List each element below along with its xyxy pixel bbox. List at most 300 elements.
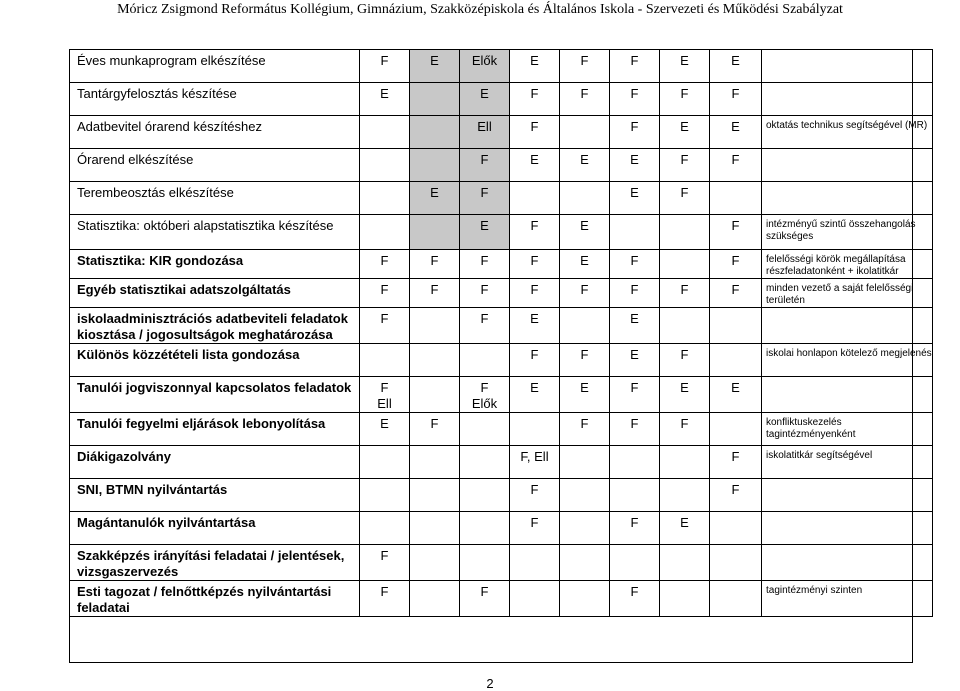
role-cell	[510, 182, 560, 215]
role-value: F	[580, 416, 589, 431]
task-cell: Magántanulók nyilvántartása	[70, 512, 360, 545]
role-value: F	[630, 86, 639, 101]
role-value	[560, 545, 609, 548]
role-value: F	[480, 152, 489, 167]
role-cell	[510, 215, 560, 250]
role-value: F	[580, 347, 589, 362]
note-cell	[762, 479, 933, 512]
note-cell	[762, 83, 933, 116]
role-cell	[610, 116, 660, 149]
role-value	[510, 545, 559, 548]
table-row	[70, 149, 933, 182]
role-cell	[610, 250, 660, 279]
role-cell	[510, 581, 560, 617]
role-cell	[410, 50, 460, 83]
role-value	[510, 581, 559, 584]
role-cell	[410, 215, 460, 250]
role-value	[560, 308, 609, 311]
role-cell	[460, 581, 510, 617]
role-value: F	[680, 86, 689, 101]
task-cell: SNI, BTMN nyilvántartás	[70, 479, 360, 512]
role-cell	[660, 512, 710, 545]
table-row	[70, 479, 933, 512]
role-cell	[460, 479, 510, 512]
task-cell: Terembeosztás elkészítése	[70, 182, 360, 215]
table-row	[70, 182, 933, 215]
role-cell	[610, 581, 660, 617]
role-value	[610, 545, 659, 548]
role-value	[410, 308, 459, 311]
role-cell	[510, 512, 560, 545]
role-cell	[510, 545, 560, 581]
role-cell	[360, 50, 410, 83]
role-cell	[510, 50, 560, 83]
role-value	[410, 215, 459, 218]
role-cell	[560, 116, 610, 149]
role-value	[660, 545, 709, 548]
table-row	[70, 215, 933, 250]
role-value	[460, 344, 509, 347]
role-cell	[610, 479, 660, 512]
note-cell	[762, 377, 933, 413]
note-cell: iskolai honlapon kötelező megjelenés	[762, 344, 933, 377]
role-cell	[610, 182, 660, 215]
role-value: F	[530, 482, 539, 497]
role-value	[460, 479, 509, 482]
role-value: F	[680, 185, 689, 200]
role-cell	[510, 446, 560, 479]
role-cell	[560, 446, 610, 479]
role-cell	[410, 479, 460, 512]
task-cell: Esti tagozat / felnőttképzés nyilvántartási feladatai	[70, 581, 360, 617]
note-cell: intézményű szintű összehangolás szükséges	[762, 215, 933, 250]
role-cell	[460, 116, 510, 149]
task-cell: iskolaadminisztrációs adatbeviteli feladatok kiosztása / jogosultságok meghatározása	[70, 308, 360, 344]
role-value	[410, 116, 459, 119]
role-cell	[710, 308, 762, 344]
role-cell	[660, 581, 710, 617]
role-cell	[410, 344, 460, 377]
role-value: F Elők	[471, 380, 498, 411]
role-cell	[710, 215, 762, 250]
role-value	[410, 344, 459, 347]
role-cell	[460, 215, 510, 250]
role-cell	[660, 344, 710, 377]
role-cell	[410, 446, 460, 479]
role-cell	[560, 581, 610, 617]
role-value: F	[630, 416, 639, 431]
role-cell	[460, 344, 510, 377]
role-value: E	[480, 218, 489, 233]
role-cell	[710, 182, 762, 215]
role-cell	[360, 512, 410, 545]
role-value	[660, 308, 709, 311]
role-cell	[410, 545, 460, 581]
role-cell	[460, 182, 510, 215]
table-row	[70, 581, 933, 617]
role-cell	[710, 344, 762, 377]
table-row	[70, 83, 933, 116]
role-value	[610, 446, 659, 449]
role-cell	[610, 50, 660, 83]
role-cell	[710, 545, 762, 581]
role-cell	[510, 479, 560, 512]
role-value: F	[530, 515, 539, 530]
task-cell: Statisztika: októberi alapstatisztika készítése	[70, 215, 360, 250]
role-cell	[360, 250, 410, 279]
role-cell	[360, 279, 410, 308]
role-value: E	[530, 380, 539, 395]
role-value	[410, 377, 459, 380]
role-cell	[510, 308, 560, 344]
role-value	[360, 446, 409, 449]
role-cell	[410, 149, 460, 182]
role-value	[560, 182, 609, 185]
role-cell	[460, 545, 510, 581]
role-value: F	[630, 515, 639, 530]
role-cell	[560, 545, 610, 581]
role-value: F	[731, 86, 740, 101]
role-value	[410, 446, 459, 449]
role-value: F	[430, 253, 439, 268]
role-value	[360, 149, 409, 152]
role-value	[560, 512, 609, 515]
role-value: F	[580, 86, 589, 101]
role-cell	[360, 581, 410, 617]
role-value	[710, 413, 761, 416]
role-cell	[360, 116, 410, 149]
role-value: F	[380, 584, 389, 599]
role-value: E	[380, 416, 389, 431]
note-cell: konfliktuskezelés tagintézményenként	[762, 413, 933, 446]
role-cell	[510, 250, 560, 279]
role-cell	[360, 83, 410, 116]
role-cell	[660, 83, 710, 116]
role-value	[410, 512, 459, 515]
role-cell	[460, 446, 510, 479]
role-cell	[710, 581, 762, 617]
role-value: F	[380, 311, 389, 326]
task-cell: Éves munkaprogram elkészítése	[70, 50, 360, 83]
role-value	[560, 479, 609, 482]
table-row	[70, 50, 933, 83]
role-value: F	[480, 584, 489, 599]
role-value: F	[580, 282, 589, 297]
role-value	[410, 479, 459, 482]
note-cell	[762, 149, 933, 182]
role-cell	[560, 308, 610, 344]
table-row	[70, 308, 933, 344]
role-cell	[660, 250, 710, 279]
role-cell	[460, 149, 510, 182]
role-cell	[560, 215, 610, 250]
role-value: E	[630, 347, 639, 362]
role-cell	[660, 279, 710, 308]
role-value	[510, 182, 559, 185]
role-value: F	[530, 253, 539, 268]
role-value	[360, 479, 409, 482]
role-cell	[510, 83, 560, 116]
role-value: F	[480, 311, 489, 326]
role-value: E	[580, 253, 589, 268]
role-cell	[410, 279, 460, 308]
role-cell	[510, 116, 560, 149]
role-value	[710, 512, 761, 515]
table-row	[70, 344, 933, 377]
note-cell	[762, 182, 933, 215]
role-cell	[460, 308, 510, 344]
role-cell	[560, 479, 610, 512]
role-cell	[560, 250, 610, 279]
role-value	[660, 215, 709, 218]
role-value: F	[380, 53, 389, 68]
role-cell	[360, 446, 410, 479]
task-cell: Tanulói fegyelmi eljárások lebonyolítása	[70, 413, 360, 446]
role-value: E	[630, 152, 639, 167]
role-cell	[360, 377, 410, 413]
role-value: F	[530, 86, 539, 101]
role-value: E	[630, 185, 639, 200]
role-cell	[410, 512, 460, 545]
task-cell: Különös közzétételi lista gondozása	[70, 344, 360, 377]
role-value: F	[530, 119, 539, 134]
note-cell	[762, 512, 933, 545]
role-value	[710, 581, 761, 584]
role-value	[660, 581, 709, 584]
role-value: Elők	[471, 53, 498, 68]
role-cell	[610, 83, 660, 116]
role-cell	[410, 308, 460, 344]
note-cell: iskolatitkár segítségével	[762, 446, 933, 479]
role-value: F	[731, 482, 740, 497]
role-cell	[360, 344, 410, 377]
role-value: E	[680, 515, 689, 530]
role-value	[460, 446, 509, 449]
role-value: E	[430, 53, 439, 68]
role-cell	[710, 50, 762, 83]
role-value	[610, 215, 659, 218]
table-row	[70, 377, 933, 413]
role-cell	[460, 377, 510, 413]
role-cell	[610, 512, 660, 545]
role-value	[360, 344, 409, 347]
role-value: F	[680, 152, 689, 167]
task-cell: Egyéb statisztikai adatszolgáltatás	[70, 279, 360, 308]
role-cell	[460, 279, 510, 308]
role-value: F	[380, 253, 389, 268]
role-value: E	[731, 380, 740, 395]
role-value	[360, 512, 409, 515]
task-cell: Statisztika: KIR gondozása	[70, 250, 360, 279]
role-cell	[660, 308, 710, 344]
role-value: F	[380, 548, 389, 563]
role-value: F	[630, 584, 639, 599]
role-value	[560, 116, 609, 119]
role-cell	[560, 413, 610, 446]
role-value	[410, 545, 459, 548]
role-cell	[660, 413, 710, 446]
note-cell: tagintézményi szinten	[762, 581, 933, 617]
role-cell	[460, 413, 510, 446]
role-value	[410, 581, 459, 584]
role-cell	[660, 149, 710, 182]
role-cell	[560, 50, 610, 83]
role-cell	[660, 182, 710, 215]
note-cell	[762, 50, 933, 83]
role-cell	[360, 215, 410, 250]
task-cell: Tantárgyfelosztás készítése	[70, 83, 360, 116]
task-cell: Órarend elkészítése	[70, 149, 360, 182]
role-value: F	[430, 416, 439, 431]
table-row	[70, 250, 933, 279]
role-cell	[610, 344, 660, 377]
role-value: F	[630, 380, 639, 395]
role-value	[460, 545, 509, 548]
role-cell	[560, 512, 610, 545]
role-value: F	[680, 282, 689, 297]
role-value: E	[731, 119, 740, 134]
role-value: F	[480, 185, 489, 200]
role-cell	[660, 377, 710, 413]
role-value: E	[530, 152, 539, 167]
role-value: F	[680, 416, 689, 431]
role-cell	[610, 279, 660, 308]
role-value: E	[480, 86, 489, 101]
role-value: E	[680, 53, 689, 68]
role-value	[710, 344, 761, 347]
role-value	[660, 446, 709, 449]
role-cell	[710, 116, 762, 149]
role-cell	[710, 250, 762, 279]
role-cell	[560, 149, 610, 182]
note-cell: felelősségi körök megállapítása részfeladatonként + ikolatitkár	[762, 250, 933, 279]
role-cell	[360, 182, 410, 215]
role-value	[360, 215, 409, 218]
note-cell	[762, 545, 933, 581]
role-value	[510, 413, 559, 416]
role-cell	[360, 413, 410, 446]
note-cell: minden vezető a saját felelősségi területén	[762, 279, 933, 308]
role-cell	[360, 479, 410, 512]
role-cell	[660, 479, 710, 512]
role-cell	[610, 413, 660, 446]
role-cell	[410, 581, 460, 617]
role-value: E	[380, 86, 389, 101]
role-cell	[710, 413, 762, 446]
table-row	[70, 279, 933, 308]
role-value: E	[430, 185, 439, 200]
role-value: E	[680, 119, 689, 134]
role-cell	[410, 377, 460, 413]
role-value: F	[630, 253, 639, 268]
task-cell: Szakképzés irányítási feladatai / jelentések, vizsgaszervezés	[70, 545, 360, 581]
role-value	[660, 250, 709, 253]
role-value: F	[630, 53, 639, 68]
role-cell	[410, 182, 460, 215]
role-cell	[360, 545, 410, 581]
role-value: F	[731, 218, 740, 233]
role-cell	[710, 479, 762, 512]
role-value: F	[430, 282, 439, 297]
role-value: E	[580, 380, 589, 395]
role-value	[710, 182, 761, 185]
role-value: Ell	[477, 119, 492, 134]
role-cell	[660, 446, 710, 479]
role-value	[710, 308, 761, 311]
role-value	[460, 512, 509, 515]
task-cell: Diákigazolvány	[70, 446, 360, 479]
note-cell	[762, 308, 933, 344]
role-cell	[560, 279, 610, 308]
role-cell	[710, 279, 762, 308]
role-value: F	[630, 119, 639, 134]
role-cell	[410, 83, 460, 116]
role-value: F	[731, 282, 740, 297]
role-value: E	[680, 380, 689, 395]
role-value: F	[480, 253, 489, 268]
role-value: F	[480, 282, 489, 297]
role-cell	[410, 250, 460, 279]
role-cell	[610, 149, 660, 182]
role-value	[610, 479, 659, 482]
role-value	[660, 479, 709, 482]
role-value: F	[530, 218, 539, 233]
role-value: F	[630, 282, 639, 297]
table-row	[70, 446, 933, 479]
role-cell	[560, 182, 610, 215]
role-cell	[660, 545, 710, 581]
role-cell	[560, 83, 610, 116]
role-cell	[460, 250, 510, 279]
role-value: F	[530, 282, 539, 297]
role-cell	[460, 512, 510, 545]
role-value: F	[731, 152, 740, 167]
role-cell	[360, 149, 410, 182]
task-cell: Adatbevitel órarend készítéshez	[70, 116, 360, 149]
role-value: F	[731, 449, 740, 464]
role-cell	[710, 149, 762, 182]
table-row	[70, 413, 933, 446]
role-value	[710, 545, 761, 548]
role-value	[360, 182, 409, 185]
table-row	[70, 545, 933, 581]
role-cell	[510, 279, 560, 308]
role-value: E	[580, 152, 589, 167]
table-row	[70, 116, 933, 149]
role-cell	[610, 545, 660, 581]
role-cell	[510, 377, 560, 413]
role-value: E	[731, 53, 740, 68]
role-value	[460, 413, 509, 416]
role-cell	[460, 83, 510, 116]
responsibility-table	[69, 49, 933, 617]
role-cell	[660, 50, 710, 83]
note-cell: oktatás technikus segítségével (MR)	[762, 116, 933, 149]
role-cell	[410, 116, 460, 149]
role-value: F	[580, 53, 589, 68]
role-cell	[510, 413, 560, 446]
document-header: Móricz Zsigmond Református Kollégium, Gimnázium, Szakközépiskola és Általános Iskola - Szervezeti és Működési Szabályzat	[117, 2, 843, 17]
table-row	[70, 512, 933, 545]
role-value	[410, 149, 459, 152]
role-value	[410, 83, 459, 86]
role-value: F Ell	[377, 380, 392, 411]
role-cell	[660, 116, 710, 149]
role-cell	[710, 377, 762, 413]
role-cell	[610, 215, 660, 250]
role-value: E	[530, 53, 539, 68]
role-value: F	[680, 347, 689, 362]
